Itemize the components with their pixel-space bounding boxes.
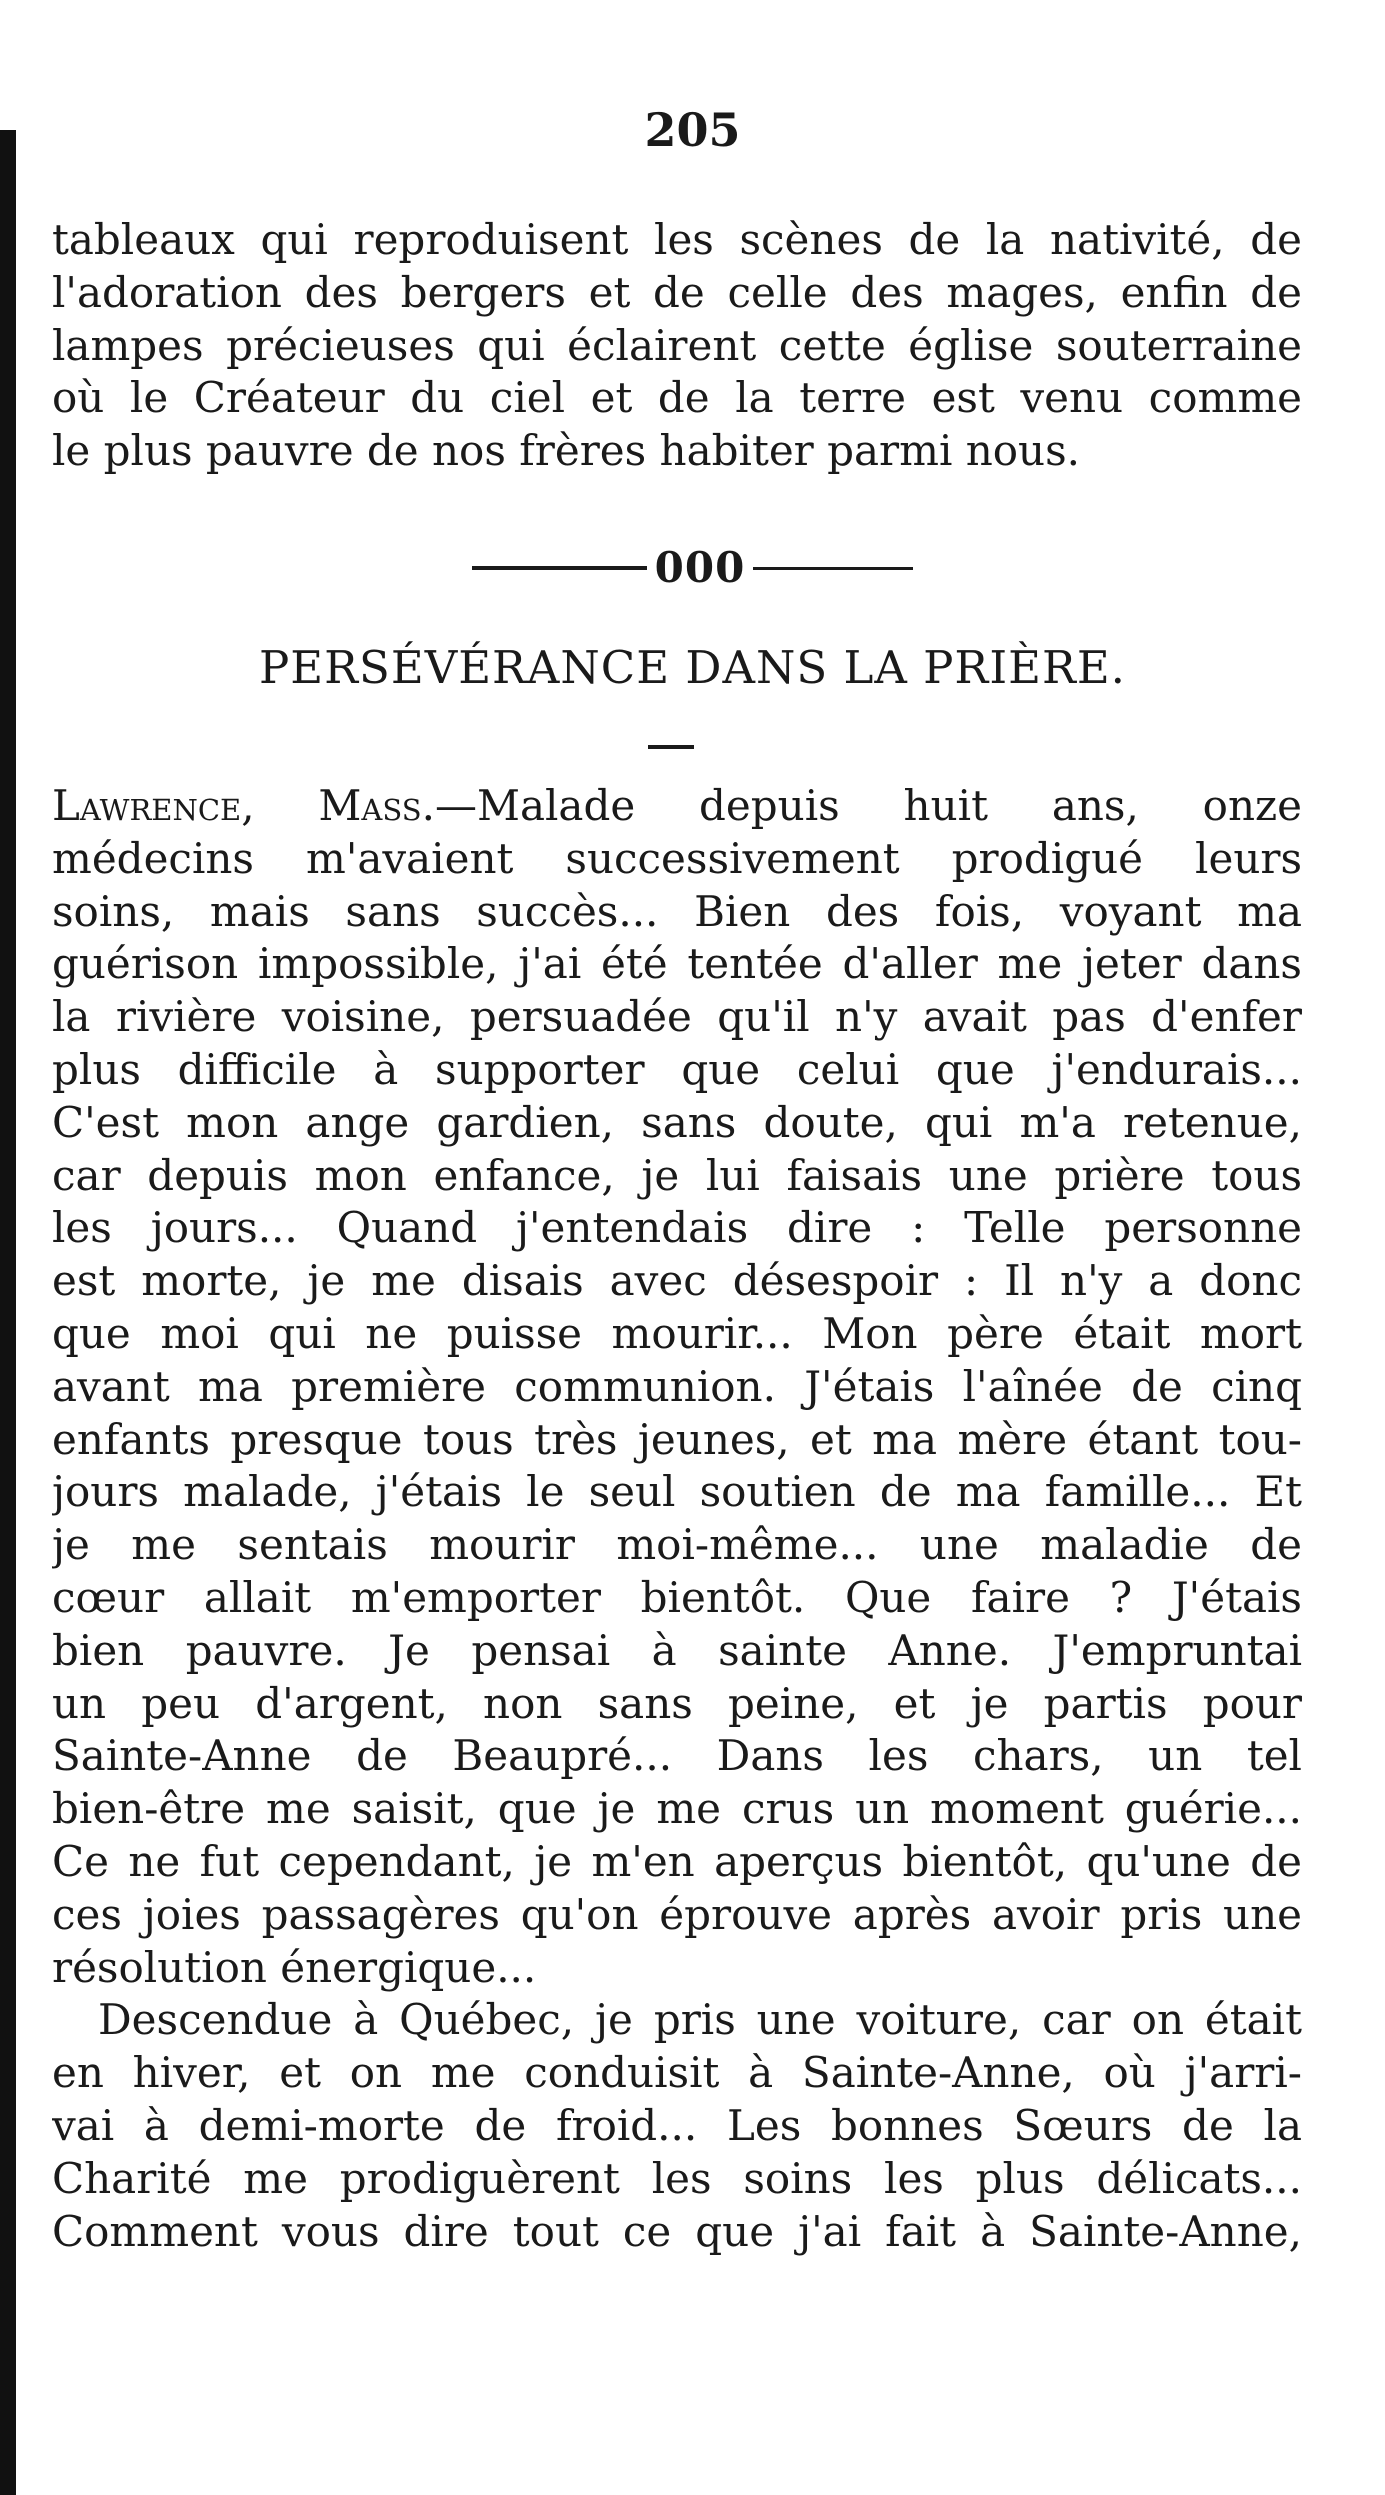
page-number: 205 [644,103,741,157]
text-line: vai à demi-morte de froid... Les bonnes Sœurs de la [52,2100,1302,2150]
title-underline-rule [648,745,694,749]
text-line: bien-être me saisit, que je me crus un moment guérie... [52,1784,1302,1834]
letter-first-line-text: —Malade depuis huit ans, onze [434,781,1302,830]
text-line: l'adoration des bergers et de celle des mages, enfin de [52,267,1302,317]
text-line: jours malade, j'étais le seul soutien de ma famille... Et [52,1467,1302,1517]
text-line: plus difficile à supporter que celui que j'endurais... [52,1044,1302,1094]
text-line: car depuis mon enfance, je lui faisais une prière tous [52,1150,1302,1200]
text-line: tableaux qui reproduisent les scènes de la nativité, de [52,215,1302,264]
letter-place: Lawrence, Mass. [52,781,435,830]
text-line: où le Créateur du ciel et de la terre est venu comme [52,373,1302,423]
text-line: le plus pauvre de nos frères habiter parmi nous. [52,426,1081,476]
separator-rule-right [753,567,913,570]
text-line: avant ma première communion. J'étais l'aînée de cinq [52,1361,1302,1411]
letter-first-line [52,780,1302,833]
text-line: cœur allait m'emporter bientôt. Que faire ? J'étais [52,1572,1302,1622]
text-line: un peu d'argent, non sans peine, et je partis pour [52,1678,1302,1728]
text-line: en hiver, et on me conduisit à Sainte-Anne, où j'arri- [52,2048,1302,2098]
separator-rule-left [472,566,647,570]
letter-paragraph-1 [52,780,1302,2258]
text-line: médecins m'avaient successivement prodigué leurs [52,833,1302,883]
text-line: résolution énergique... [52,1942,537,1992]
text-line: enfants presque tous très jeunes, et ma mère étant tou- [52,1414,1302,1464]
text-line: Sainte-Anne de Beaupré... Dans les chars, un tel [52,1731,1302,1781]
text-line: Charité me prodiguèrent les soins les plus délicats... [52,2153,1302,2203]
text-line: la rivière voisine, persuadée qu'il n'y avait pas d'enfer [52,992,1302,1042]
text-line: je me sentais mourir moi-même... une maladie de [52,1520,1302,1570]
text-line: que moi qui ne puisse mourir... Mon père était mort [52,1308,1302,1358]
section-separator [0,540,1385,596]
text-line: guérison impossible, j'ai été tentée d'aller me jeter dans [52,939,1302,989]
text-line: soins, mais sans succès... Bien des fois, voyant ma [52,886,1302,936]
text-line: les jours... Quand j'entendais dire : Telle personne [52,1203,1302,1253]
text-line: C'est mon ange gardien, sans doute, qui m'a retenue, [52,1097,1302,1147]
text-line: Comment vous dire tout ce que j'ai fait à Sainte-Anne, [52,2206,1302,2256]
separator-mark: 000 [654,543,746,592]
text-line: bien pauvre. Je pensai à sainte Anne. J'empruntai [52,1625,1302,1675]
text-line: Ce ne fut cependant, je m'en aperçus bientôt, qu'une de [52,1836,1302,1886]
top-paragraph [52,214,1302,478]
section-title: PERSÉVÉRANCE DANS LA PRIÈRE. [259,641,1126,694]
text-line: ces joies passagères qu'on éprouve après avoir pris une [52,1889,1302,1939]
text-line: lampes précieuses qui éclairent cette église souterraine [52,320,1302,370]
text-line: est morte, je me disais avec désespoir : Il n'y a donc [52,1256,1302,1306]
text-line: Descendue à Québec, je pris une voiture, car on était [98,1995,1302,2045]
page-edge-shadow [0,130,16,2495]
